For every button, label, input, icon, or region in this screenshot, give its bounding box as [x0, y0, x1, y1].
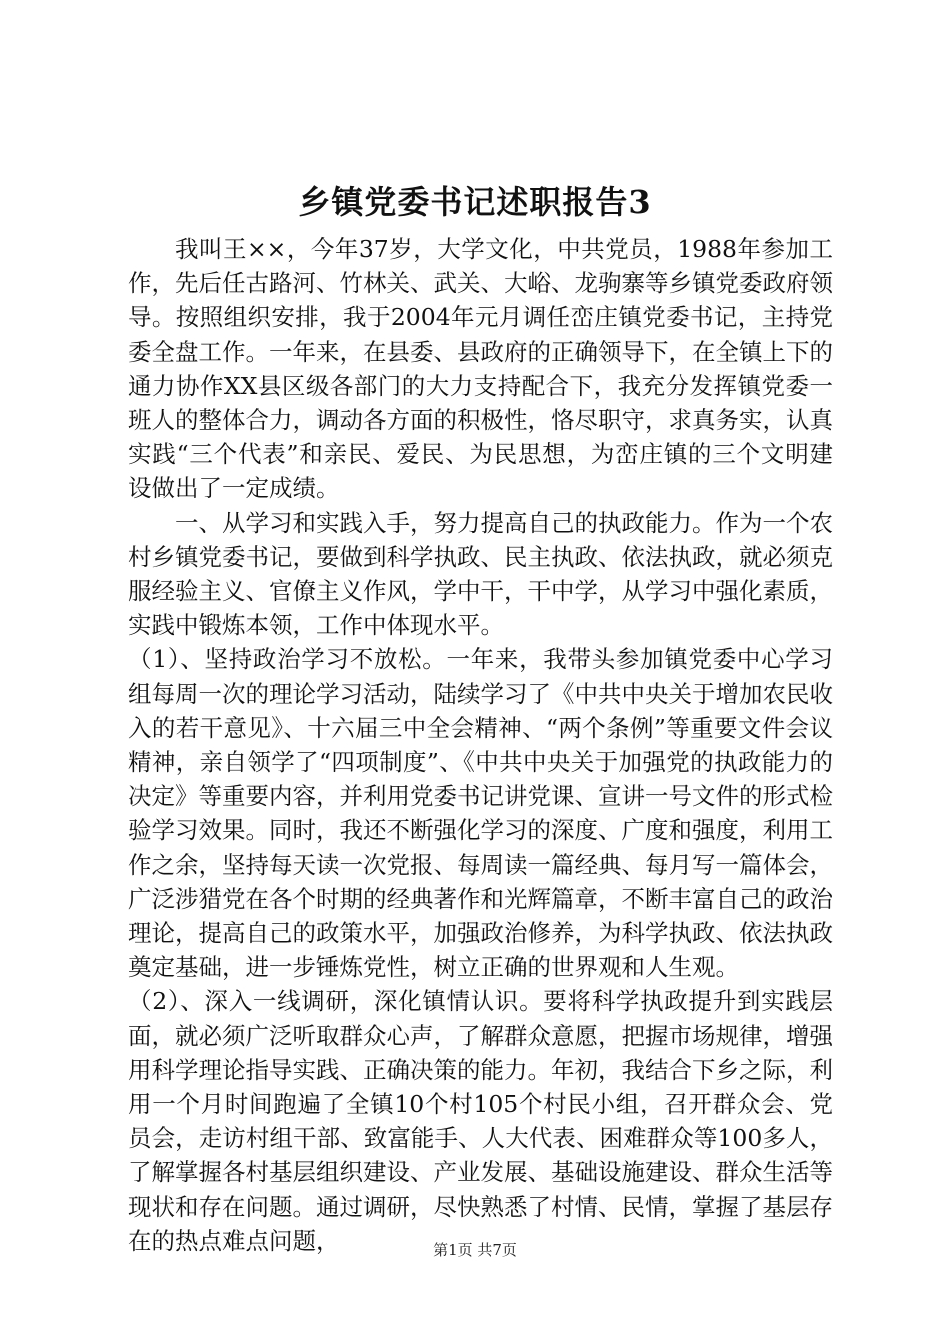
- paragraph-section-one: 一、从学习和实践入手，努力提高自己的执政能力。作为一个农村乡镇党委书记，要做到科学执政、民主执政、依法执政，就必须克服经验主义、官僚主义作风，学中干，干中学，从学习中强化素质，实践中锻炼本领，工作中体现水平。: [128, 508, 833, 640]
- paragraph-intro: 我叫王××，今年37岁，大学文化，中共党员，1988年参加工作，先后任古路河、竹林关、武关、大峪、龙驹寨等乡镇党委政府领导。按照组织安排，我于2004年元月调任峦庄镇党委书记，主持党委全盘工作。一年来，在县委、县政府的正确领导下，在全镇上下的通力协作XX县区级各部门的大力支持配合下，我充分发挥镇党委一班人的整体合力，调动各方面的积极性，恪尽职守，求真务实，认真实践“三个代表”和亲民、爱民、为民思想，为峦庄镇的三个文明建设做出了一定成绩。: [128, 235, 833, 503]
- page-number: 第1页 共7页: [433, 1241, 517, 1259]
- document-body: [128, 232, 833, 1258]
- paragraph-item-one: （1）、坚持政治学习不放松。一年来，我带头参加镇党委中心学习组每周一次的理论学习活动，陆续学习了《中共中央关于增加农民收入的若干意见》、十六届三中全会精神、“两个条例”等重要文件会议精神，亲自领学了“四项制度”、《中共中央关于加强党的执政能力的决定》等重要内容，并利用党委书记讲党课、宣讲一号文件的形式检验学习效果。同时，我还不断强化学习的深度、广度和强度，利用工作之余，坚持每天读一次党报、每周读一篇经典、每月写一篇体会，广泛涉猎党在各个时期的经典著作和光辉篇章，不断丰富自己的政治理论，提高自己的政策水平，加强政治修养，为科学执政、依法执政奠定基础，进一步锤炼党性，树立正确的世界观和人生观。: [128, 645, 833, 982]
- paragraph-item-two: （2）、深入一线调研，深化镇情认识。要将科学执政提升到实践层面，就必须广泛听取群众心声，了解群众意愿，把握市场规律，增强用科学理论指导实践、正确决策的能力。年初，我结合下乡之际，利用一个月时间跑遍了全镇10个村105个村民小组，召开群众会、党员会，走访村组干部、致富能手、人大代表、困难群众等100多人，了解掌握各村基层组织建设、产业发展、基础设施建设、群众生活等现状和存在问题。通过调研，尽快熟悉了村情、民情，掌握了基层存在的热点难点问题，: [128, 987, 833, 1255]
- document-title: 乡镇党委书记述职报告3: [298, 183, 652, 221]
